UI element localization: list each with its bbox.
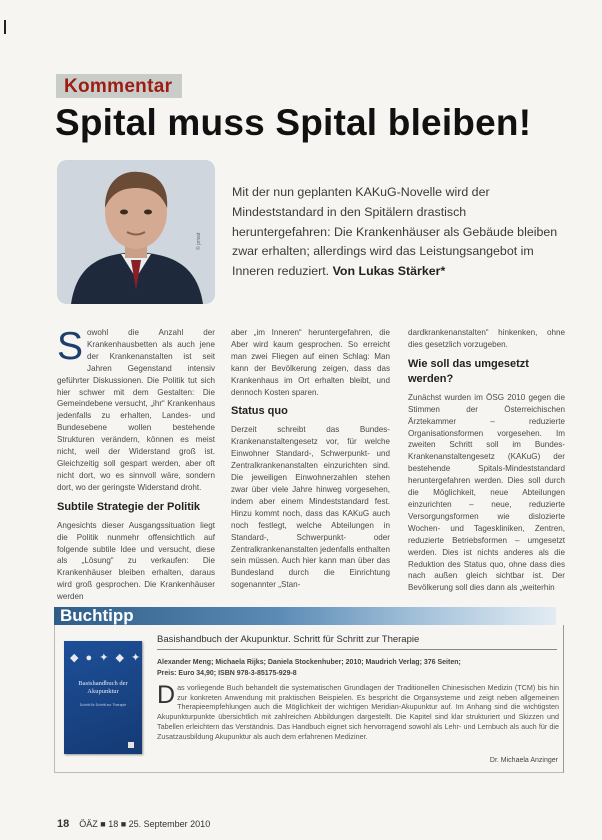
subheading: Wie soll das umgesetzt werden?: [408, 357, 529, 385]
intro-text: Mit der nun geplanten KAKuG-Novelle wird der Mindeststandard in den Spitälern drastisch heruntergefahren: Die Krankenhäuser als Gebäude bleiben zwar erhalten; allerdings wird das Leistungsangebot im Inneren reduziert.: [232, 185, 558, 279]
book-review: [157, 683, 559, 741]
subheading: Subtile Strategie der Politik: [57, 500, 201, 513]
portrait-illustration: [57, 160, 215, 304]
section-kicker: Kommentar: [56, 74, 182, 98]
binding-mark: [4, 20, 6, 34]
divider: [157, 649, 557, 650]
review-signature: Dr. Michaela Anzinger: [489, 757, 558, 764]
column-text: Zunächst wurden im ÖSG 2010 gegen die Stimmen der Österreichischen Ärztekammer – reduzierte Organisationsformen vorgesehen. Im zweiten Schritt soll im Bundes-Krankenanstaltengesetz (KAKuG) der bestehende Spitals-Mindeststandard heruntergefahren werden. Dies soll durch die Möglichkeit, neue Abteilungen einzurichten – neue, reduzierte Versorgungsformen wie dislozierte Wochen- und Tageskliniken, Zentren, reduzierte Betriebsformen – umgesetzt werden. Dies ist nichts anderes als die Reduktion des Status quo, ohne dass dies nach außen gleich sichtbar ist. Der Bevölkerung soll dies dann als „weiterhin: [408, 392, 565, 593]
issue-info: ÖÄZ ■ 18 ■ 25. September 2010: [79, 819, 211, 829]
column-text: Angesichts dieser Ausgangssituation liegt die Politik nunmehr offensichtlich auf folgende subtile Idee und versucht, diese als „Lösung“ zu verkaufen: Die Krankenhäuser bleiben erhalten, daraus wird groß gesprochen. Die Krankenhäuser werden: [57, 520, 215, 602]
book-headline: Basishandbuch der Akupunktur. Schritt für Schritt zur Therapie: [157, 634, 420, 645]
publisher-logo: [128, 742, 134, 748]
column-text: aber „im Inneren“ heruntergefahren, die Aber wird kaum gesprochen. So erreicht man zwei Fliegen auf einen Schlag: Man kann der Bevölkerung zeigen, dass das Krankenhaus im Ort erhalten bleibt, und dennoch Kosten sparen.: [231, 328, 390, 397]
article-column-3: [408, 327, 565, 594]
buchtipp-label: Buchtipp: [60, 606, 134, 625]
intro-lead: [232, 183, 562, 282]
column-text: owohl die Anzahl der Krankenhausbetten als auch jene der Krankenanstalten ist seit Jahren Gegenstand intensiv geführter Diskussionen. Die Politik tut sich hier schwer mit dem Gestalten: Die Gemeindebene versucht, „ihr“ Krankenhaus jedenfalls zu erhalten, Landes- und Bundesebene wollen bestehende Strukturen verändern, können es meist nicht, weil der Widerstand groß ist. Gleichzeitig soll gespart werden, aber oft nicht dort, wo es sinnvoll wäre, sondern dort, wo der geringste Widerstand droht.: [57, 328, 215, 492]
page-number: 18: [57, 818, 70, 830]
book-cover-symbols: ◆ ● ✦ ◆ ✦: [70, 652, 143, 664]
drop-cap: D: [157, 681, 176, 709]
subheading: Status quo: [231, 405, 288, 418]
book-cover-title: Basishandbuch der Akupunktur: [78, 680, 128, 695]
book-meta: [157, 657, 557, 679]
article-column-1: [57, 327, 215, 603]
photo-credit: © privat: [196, 232, 202, 250]
article-column-2: [231, 327, 390, 591]
page-footer: [57, 818, 210, 830]
book-cover-subtitle: Schritt für Schritt zur Therapie: [79, 703, 127, 707]
page-title: Spital muss Spital bleiben!: [55, 102, 532, 143]
book-price-isbn: Preis: Euro 34,90; ISBN 978-3-85175-929-8: [157, 670, 297, 677]
author-photo: [57, 160, 215, 304]
review-text: as vorliegende Buch behandelt die systematischen Grundlagen der Traditionellen Chinesischen Medizin (TCM) bis hin zur konkreten Anwendung mit praktischen Beispielen. Es bespricht die Organsysteme und zeigt neben allgemeinen Therapieempfehlungen auch die Möglichkeit der wichtigen Meridian-Akupunktur auf. Im Anhang sind die wichtigsten Akupunkturpunkte übersichtlich mit zahlreichen Abbildungen dargestellt. Die Kapitel sind klar strukturiert und Skizzen und Tabellen erleichtern das Verständnis. Das Handbuch eignet sich hervorragend sowohl als Lehr- und Lernbuch als auch für die Zusatzausbildung Akupunktur als auch dem erfahrenen Mediziner.: [157, 683, 559, 741]
book-authors-publisher: Alexander Meng; Michaela Rijks; Daniela Stockenhuber; 2010; Maudrich Verlag; 376 Seiten;: [157, 659, 461, 666]
drop-cap: S: [57, 325, 84, 368]
column-text: Derzeit schreibt das Bundes-Krankenanstaltengesetz vor, für welche Einwohner Standard-, Schwerpunkt- und Zentralkrankenanstalten einzurichten sind. Die jeweiligen Einwohnerzahlen stehen zwar über viele Jahre hinweg vorgesehen, indem aber einem Mindeststandard fest. Hinzu kommt noch, dass das KAKuG auch noch festlegt, welche Abteilungen in Standard-, Schwerpunkt- oder Zentralkrankenanstalten jedenfalls enthalten sein müssen. Auch hier kann man über das Bundesland durch die Einrichtung sogenannter „Stan-: [231, 425, 390, 590]
column-text: dardkrankenanstalten“ hinkenken, ohne dies gesetzlich vorzugeben.: [408, 328, 565, 349]
author-byline: Von Lukas Stärker*: [332, 264, 446, 279]
